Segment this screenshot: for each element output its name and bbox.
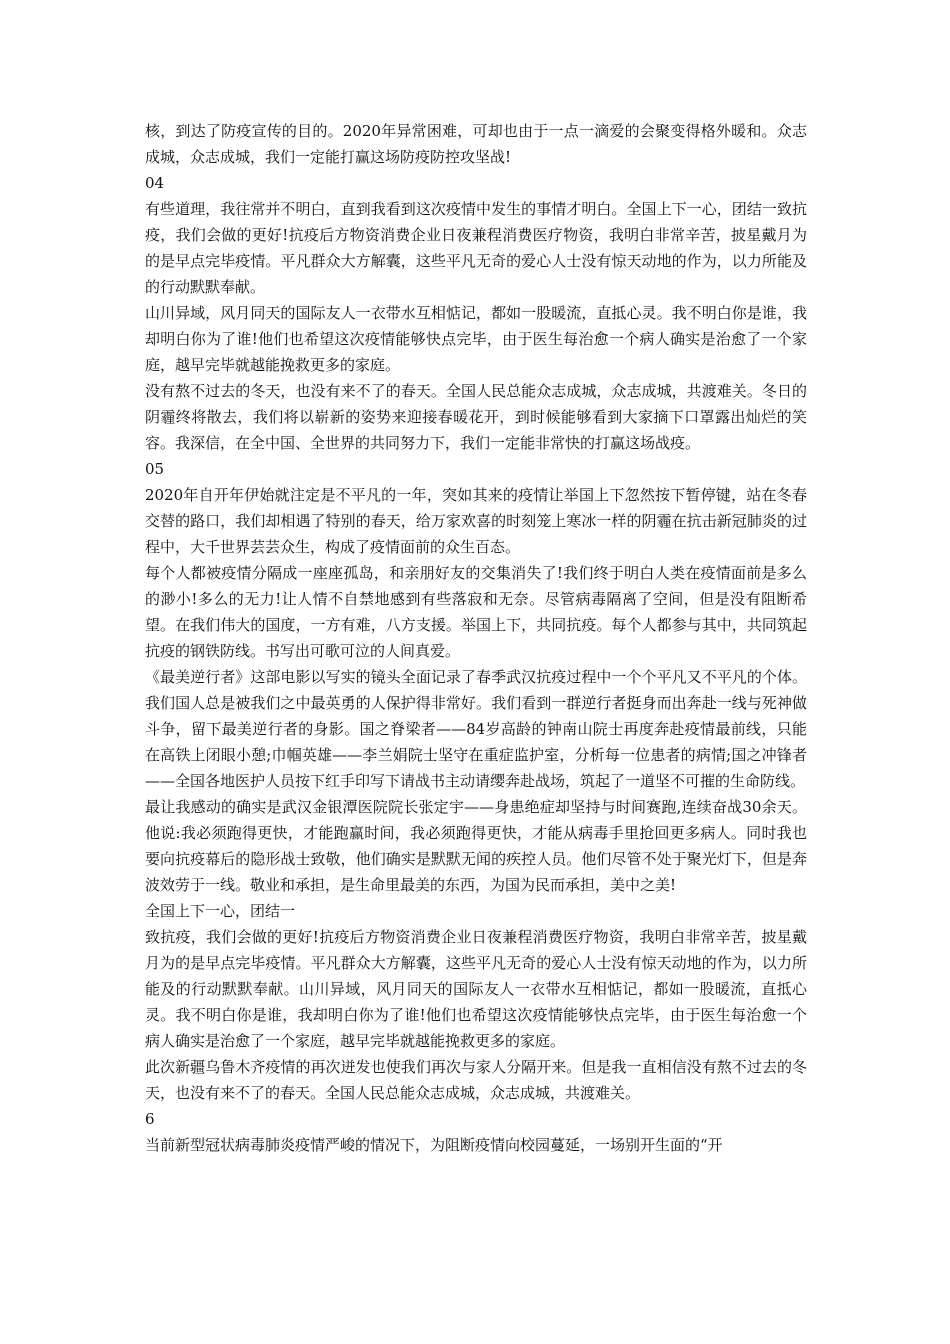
paragraph: 2020年自开年伊始就注定是不平凡的一年，突如其来的疫情让举国上下忽然按下暂停键，站在冬春交替的路口，我们却相遇了特别的春天，给万家欢喜的时刻笼上寒冰一样的阴霾在抗击新冠肺炎的过程中，大千世界芸芸众生，构成了疫情面前的众生百态。 [145, 486, 807, 556]
paragraph: 此次新疆乌鲁木齐疫情的再次迸发也使我们再次与家人分隔开来。但是我一直相信没有熬不过去的冬天，也没有来不了的春天。全国人民总能众志成城，众志成城，共渡难关。 [145, 1058, 807, 1102]
paragraph: 最让我感动的确实是武汉金银潭医院院长张定宇——身患绝症却坚持与时间赛跑,连续奋战30余天。他说:我必须跑得更快，才能跑赢时间，我必须跑得更快，才能从病毒手里抢回更多病人。同时我也要向抗疫幕后的隐形战士致敬，他们确实是默默无闻的疾控人员。他们尽管不处于聚光灯下，但是奔波效劳于一线。敬业和承担，是生命里最美的东西，为国为民而承担，美中之美! [145, 798, 807, 894]
paragraph: 山川异域，风月同天的国际友人一衣带水互相惦记，都如一股暖流，直抵心灵。我不明白你是谁，我却明白你为了谁!他们也希望这次疫情能够快点完毕，由于医生每治愈一个病人确实是治愈了一个家庭，越早完毕就越能挽救更多的家庭。 [145, 304, 807, 374]
paragraph: 当前新型冠状病毒肺炎疫情严峻的情况下，为阻断疫情向校园蔓延，一场别开生面的“开 [145, 1136, 723, 1154]
section-number: 04 [145, 174, 165, 192]
section-number: 6 [145, 1110, 155, 1128]
paragraph: 全国上下一心，团结一 [145, 902, 296, 920]
paragraph: 核，到达了防疫宣传的目的。2020年异常困难，可却也由于一点一滴爱的会聚变得格外暖和。众志成城，众志成城，我们一定能打赢这场防疫防控攻坚战! [145, 122, 807, 166]
paragraph: 《最美逆行者》这部电影以写实的镜头全面记录了春季武汉抗疫过程中一个个平凡又不平凡的个体。我们国人总是被我们之中最英勇的人保护得非常好。我们看到一群逆行者挺身而出奔赴一线与死神做斗争，留下最美逆行者的身影。国之脊梁者——84岁高龄的钟南山院士再度奔赴疫情最前线，只能在高铁上闭眼小憩;巾帼英雄——李兰娟院士坚守在重症监护室，分析每一位患者的病情;国之冲锋者——全国各地医护人员按下红手印写下请战书主动请缨奔赴战场，筑起了一道坚不可摧的生命防线。 [145, 668, 807, 790]
section-number: 05 [145, 460, 165, 478]
paragraph: 致抗疫，我们会做的更好!抗疫后方物资消费企业日夜兼程消费医疗物资，我明白非常辛苦，披星戴月为的是早点完毕疫情。平凡群众大方解囊，这些平凡无奇的爱心人士没有惊天动地的作为，以力所能及的行动默默奉献。山川异域，风月同天的国际友人一衣带水互相惦记，都如一股暖流，直抵心灵。我不明白你是谁，我却明白你为了谁!他们也希望这次疫情能够快点完毕，由于医生每治愈一个病人确实是治愈了一个家庭，越早完毕就越能挽救更多的家庭。 [145, 928, 807, 1050]
paragraph: 没有熬不过去的冬天，也没有来不了的春天。全国人民总能众志成城，众志成城，共渡难关。冬日的阴霾终将散去，我们将以崭新的姿势来迎接春暖花开，到时候能够看到大家摘下口罩露出灿烂的笑容。我深信，在全中国、全世界的共同努力下，我们一定能非常快的打赢这场战疫。 [145, 382, 807, 452]
document-body [145, 118, 807, 1158]
paragraph: 有些道理，我往常并不明白，直到我看到这次疫情中发生的事情才明白。全国上下一心，团结一致抗疫，我们会做的更好!抗疫后方物资消费企业日夜兼程消费医疗物资，我明白非常辛苦，披星戴月为的是早点完毕疫情。平凡群众大方解囊，这些平凡无奇的爱心人士没有惊天动地的作为，以力所能及的行动默默奉献。 [145, 200, 807, 296]
paragraph: 每个人都被疫情分隔成一座座孤岛，和亲朋好友的交集消失了!我们终于明白人类在疫情面前是多么的渺小!多么的无力!让人情不自禁地感到有些落寂和无奈。尽管病毒隔离了空间，但是没有阻断希望。在我们伟大的国度，一方有难，八方支援。举国上下，共同抗疫。每个人都参与其中，共同筑起抗疫的钢铁防线。书写出可歌可泣的人间真爱。 [145, 564, 807, 660]
